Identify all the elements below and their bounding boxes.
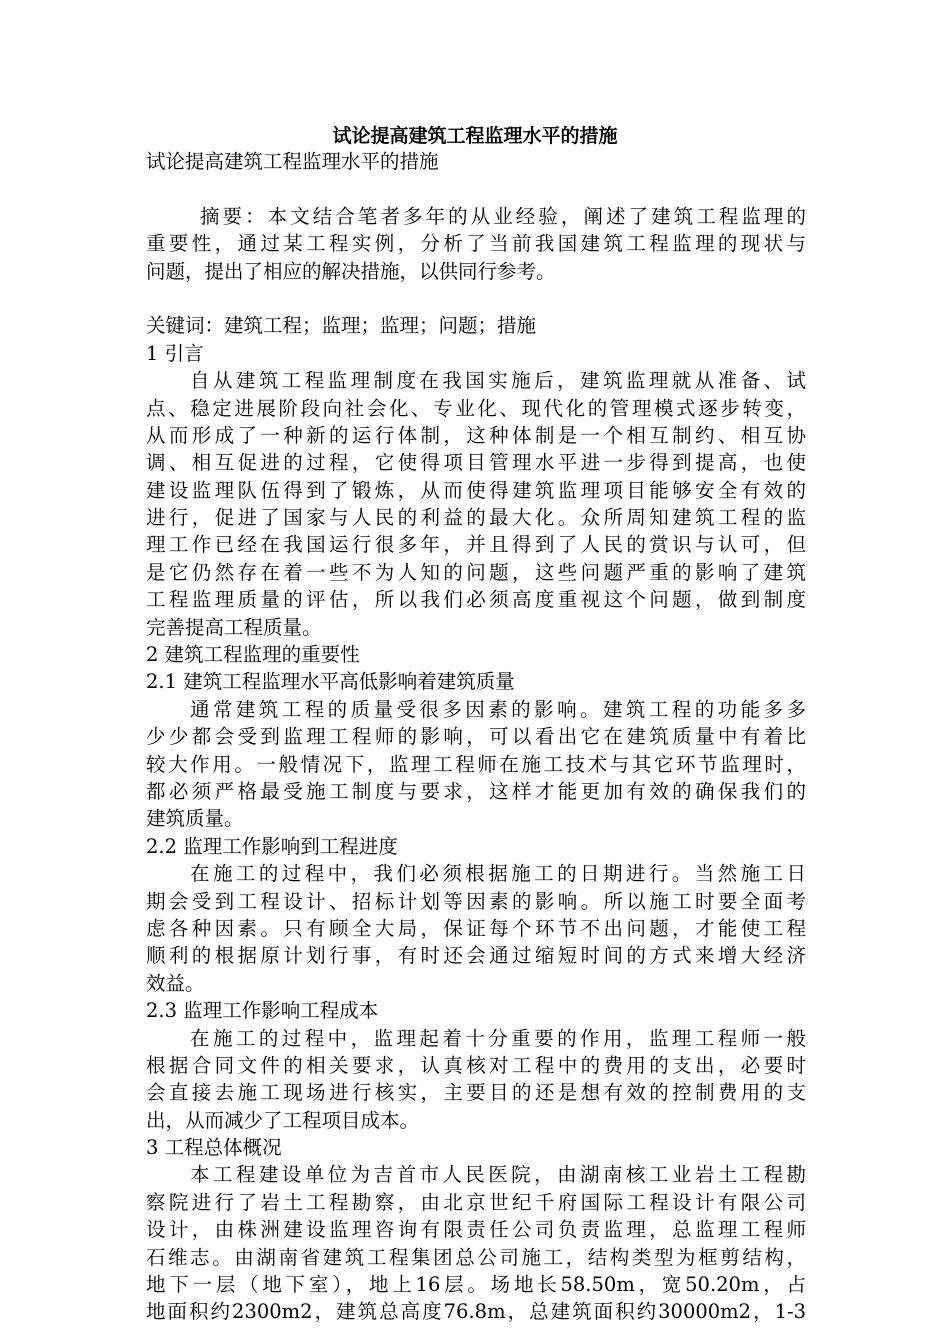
abstract-paragraph xyxy=(146,203,806,285)
section-paragraph xyxy=(146,696,806,833)
paragraph-line: 进行，促进了国家与人民的利益的最大化。众所周知建筑工程的监 xyxy=(146,506,806,530)
paragraph-line: 石维志。由湖南省建筑工程集团总公司施工，结构类型为框剪结构， xyxy=(146,1245,806,1269)
paragraph-line: 通常建筑工程的质量受很多因素的影响。建筑工程的功能多多 xyxy=(190,697,806,721)
abstract-line: 摘要：本文结合笔者多年的从业经验，阐述了建筑工程监理的 xyxy=(200,204,806,228)
paragraph-line: 从而形成了一种新的运行体制，这种体制是一个相互制约、相互协 xyxy=(146,423,806,447)
spacer xyxy=(146,175,806,202)
document-body xyxy=(146,148,806,1326)
paragraph-line: 地面积约2300m2，建筑总高度76.8m，总建筑面积约30000m2，1-3 xyxy=(146,1300,806,1324)
paragraph-line: 都必须严格最受施工制度与要求，这样才能更加有效的确保我们的 xyxy=(146,779,806,803)
subsection-heading: 2.1 建筑工程监理水平高低影响着建筑质量 xyxy=(146,670,515,694)
paragraph-line: 较大作用。一般情况下，监理工程师在施工技术与其它环节监理时， xyxy=(146,752,806,776)
abstract-line: 重要性，通过某工程实例，分析了当前我国建筑工程监理的现状与 xyxy=(146,232,806,256)
section-paragraph xyxy=(146,860,806,997)
paragraph-line: 本工程建设单位为吉首市人民医院，由湖南核工业岩土工程勘 xyxy=(190,1163,806,1187)
spacer xyxy=(146,285,806,312)
subsection-heading: 2.3 监理工作影响工程成本 xyxy=(146,999,379,1023)
paragraph-line: 建筑质量。 xyxy=(146,807,244,831)
section-paragraph xyxy=(146,1025,806,1135)
paragraph-line: 期会受到工程设计、招标计划等因素的影响。所以施工时要全面考 xyxy=(146,889,806,913)
section-paragraph xyxy=(146,1161,806,1325)
section-heading: 3 工程总体概况 xyxy=(146,1136,282,1160)
section-heading: 2 建筑工程监理的重要性 xyxy=(146,643,360,667)
section-paragraph xyxy=(146,367,806,641)
paragraph-line: 在施工的过程中，监理起着十分重要的作用，监理工程师一般 xyxy=(190,1026,806,1050)
abstract-line: 问题，提出了相应的解决措施，以供同行参考。 xyxy=(146,259,556,283)
paragraph-line: 出，从而减少了工程项目成本。 xyxy=(146,1108,420,1132)
paragraph-line: 设计，由株洲建设监理咨询有限责任公司负责监理，总监理工程师 xyxy=(146,1218,806,1242)
paragraph-line: 少少都会受到监理工程师的影响，可以看出它在建筑质量中有着比 xyxy=(146,725,806,749)
paragraph-line: 工程监理质量的评估，所以我们必须高度重视这个问题，做到制度 xyxy=(146,588,806,612)
paragraph-line: 根据合同文件的相关要求，认真核对工程中的费用的支出，必要时 xyxy=(146,1053,806,1077)
document-subtitle: 试论提高建筑工程监理水平的措施 xyxy=(146,150,439,173)
paragraph-line: 是它仍然存在着一些不为人知的问题，这些问题严重的影响了建筑 xyxy=(146,560,806,584)
document-title: 试论提高建筑工程监理水平的措施 xyxy=(332,125,618,147)
paragraph-line: 建设监理队伍得到了锻炼，从而使得建筑监理项目能够安全有效的 xyxy=(146,478,806,502)
keywords-line: 关键词：建筑工程；监理；监理；问题；措施 xyxy=(146,314,537,338)
section-heading: 1 引言 xyxy=(146,341,204,365)
paragraph-line: 理工作已经在我国运行很多年，并且得到了人民的赏识与认可，但 xyxy=(146,533,806,557)
paragraph-line: 地下一层（地下室），地上16层。场地长58.50m，宽50.20m，占 xyxy=(146,1273,806,1297)
paragraph-line: 顺利的根据原计划行事，有时还会通过缩短时间的方式来增大经济 xyxy=(146,944,806,968)
paragraph-line: 虑各种因素。只有顾全大局，保证每个环节不出问题，才能使工程 xyxy=(146,916,806,940)
paragraph-line: 会直接去施工现场进行核实，主要目的还是想有效的控制费用的支 xyxy=(146,1081,806,1105)
paragraph-line: 察院进行了岩土工程勘察，由北京世纪千府国际工程设计有限公司 xyxy=(146,1190,806,1214)
paragraph-line: 效益。 xyxy=(146,971,205,995)
paragraph-line: 调、相互促进的过程，它使得项目管理水平进一步得到提高，也使 xyxy=(146,451,806,475)
subsection-heading: 2.2 监理工作影响到工程进度 xyxy=(146,834,398,858)
paragraph-line: 完善提高工程质量。 xyxy=(146,615,322,639)
paragraph-line: 自从建筑工程监理制度在我国实施后，建筑监理就从准备、试 xyxy=(190,369,806,393)
paragraph-line: 在施工的过程中，我们必须根据施工的日期进行。当然施工日 xyxy=(190,862,806,886)
paragraph-line: 点、稳定进展阶段向社会化、专业化、现代化的管理模式逐步转变， xyxy=(146,396,806,420)
